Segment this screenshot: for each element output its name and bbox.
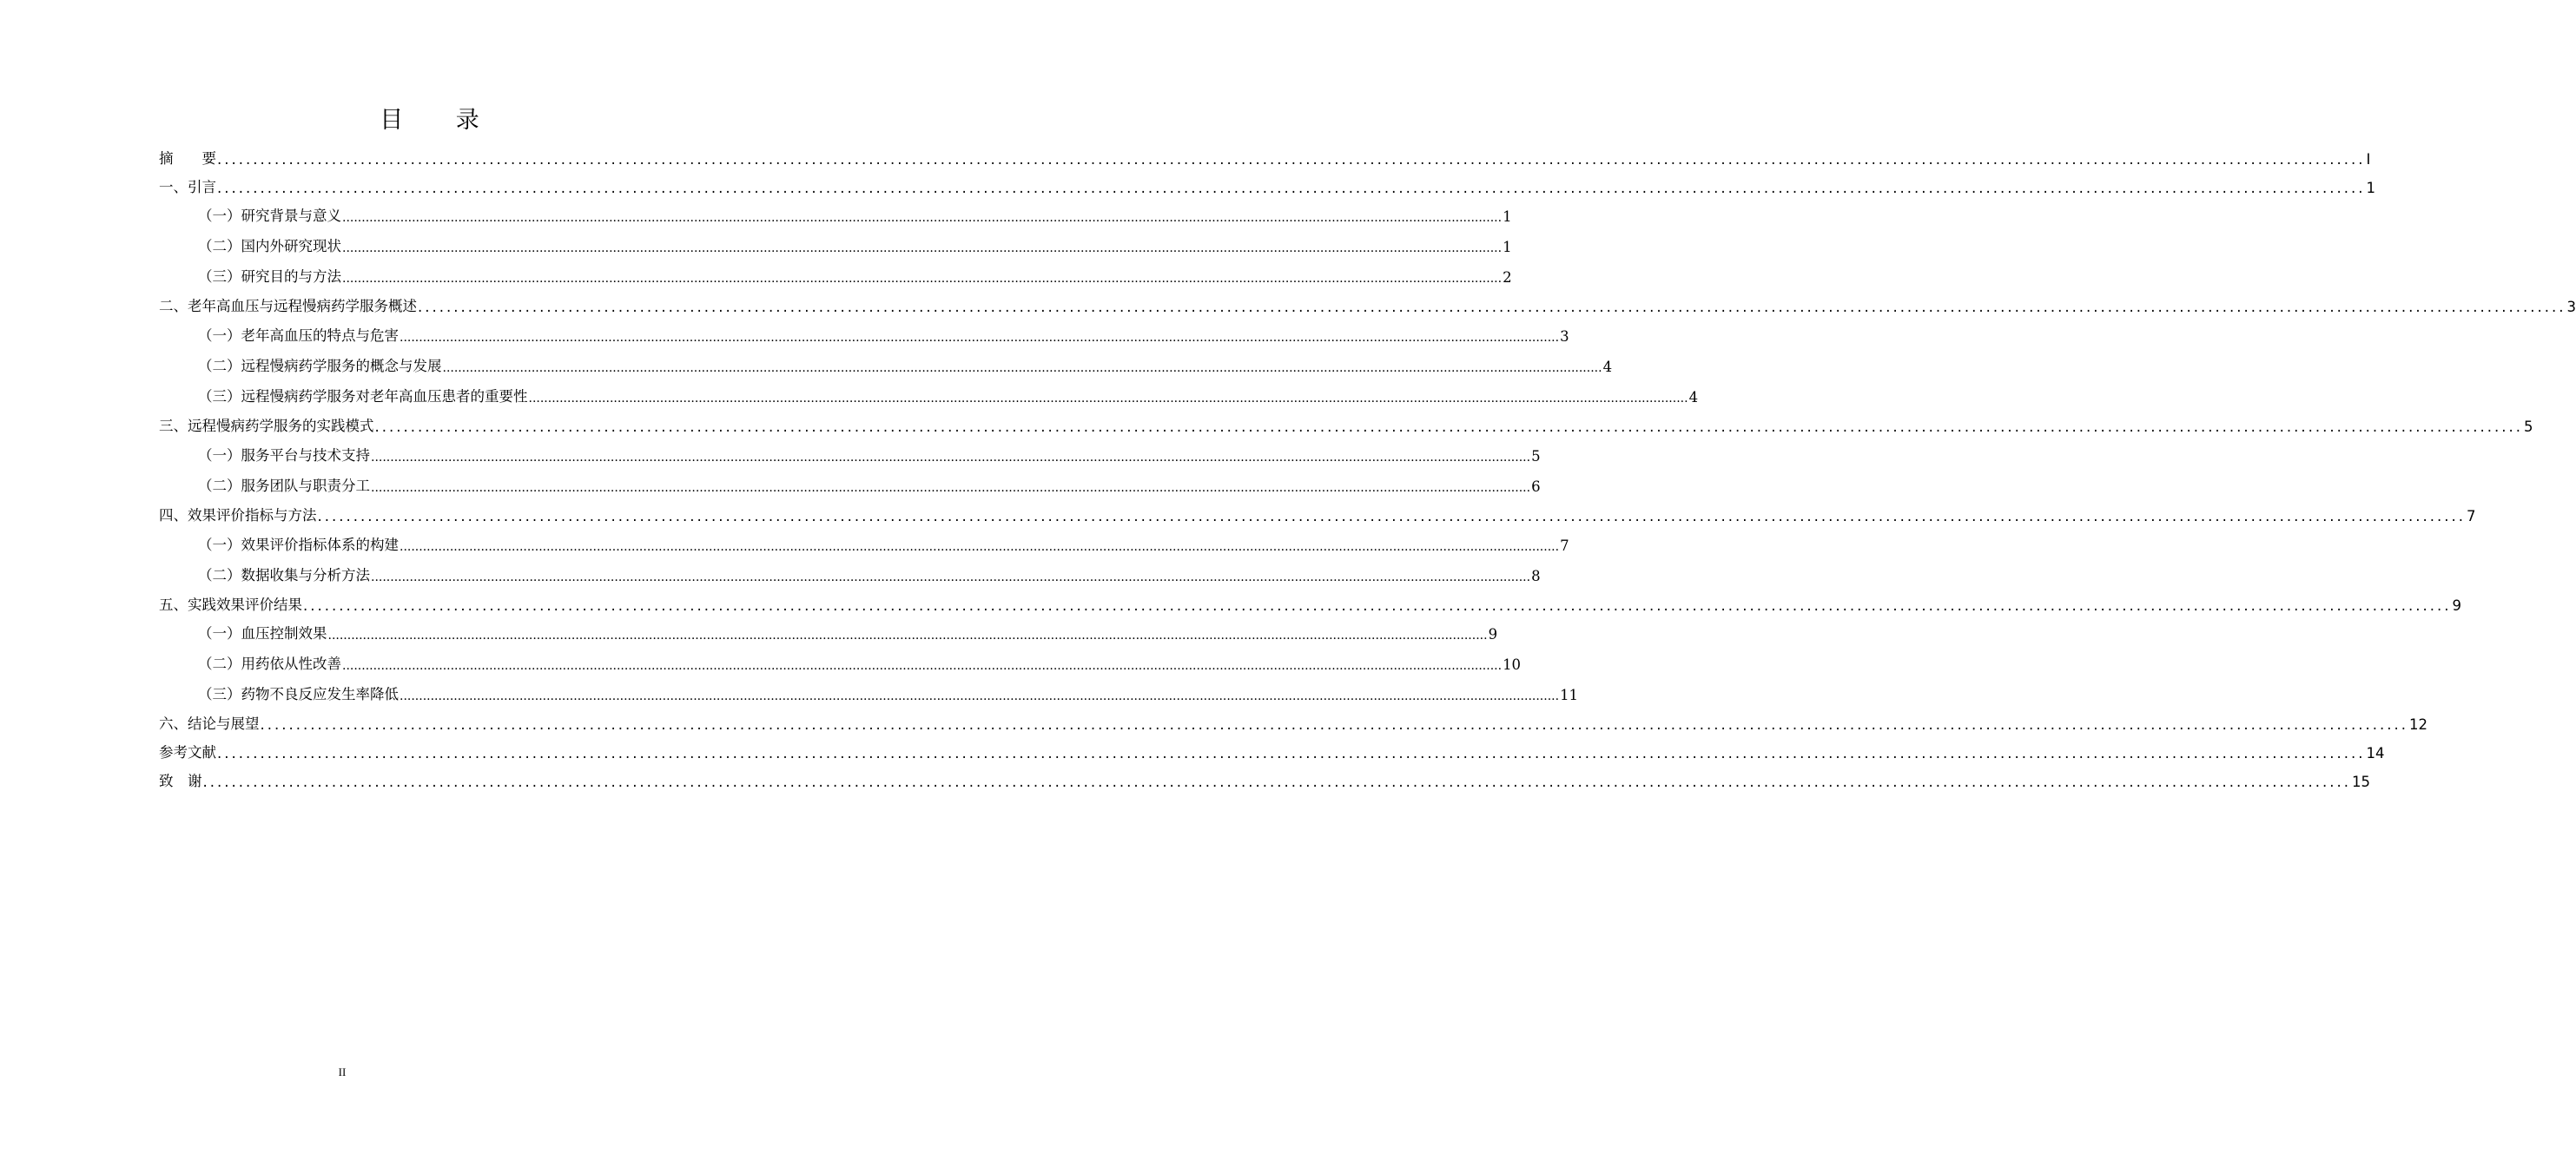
toc-entry[interactable] [159, 677, 1579, 703]
toc-entry-page: 8 [1531, 568, 1541, 584]
toc-entry-page: 14 [2366, 745, 2385, 762]
toc-entry-page: 7 [2466, 508, 2476, 524]
toc-entry[interactable] [159, 199, 1512, 225]
toc-entry-label: 五、实践效果评价结果 [159, 593, 302, 614]
toc-entry[interactable] [159, 319, 1569, 345]
toc-entry-page: 9 [1488, 626, 1498, 643]
toc-entry-page: I [2366, 151, 2371, 168]
dot-leader: ............................................................................................................................................................................................................................................................................................................ [317, 508, 2466, 524]
dot-leader: ............................................................................................................................................................................................................................................................................................................ [217, 151, 2366, 168]
toc-entry-label: 六、结论与展望 [159, 712, 260, 733]
dot-leader: ............................................................................................................................................................................................................................................................................................................ [327, 629, 1488, 643]
toc-entry[interactable] [159, 588, 2461, 614]
toc-entry-page: 1 [2366, 180, 2375, 196]
toc-entry[interactable] [159, 764, 2370, 790]
toc-entry-label: （一）老年高血压的特点与危害 [198, 324, 399, 345]
toc-entry[interactable] [159, 409, 2533, 435]
toc-entry[interactable] [159, 616, 1498, 643]
toc-entry-page: 15 [2351, 774, 2370, 790]
toc-entry-label: 一、引言 [159, 175, 216, 196]
toc-entry[interactable] [159, 438, 1541, 465]
dot-leader: ............................................................................................................................................................................................................................................................................................................ [342, 241, 1503, 255]
toc-entry-page: 10 [1503, 656, 1522, 673]
dot-leader: ............................................................................................................................................................................................................................................................................................................ [374, 419, 2523, 435]
toc-entry-label: 摘 要 [159, 147, 216, 168]
toc-entry-page: 2 [1503, 269, 1512, 286]
toc-entry-label: （二）用药依从性改善 [198, 652, 341, 673]
toc-entry-label: 致 谢 [159, 769, 202, 790]
dot-leader: ............................................................................................................................................................................................................................................................................................................ [418, 299, 2566, 315]
toc-entry-label: 参考文献 [159, 741, 216, 762]
toc-entry-page: 3 [1560, 328, 1569, 345]
toc-entry[interactable] [159, 289, 2576, 315]
dot-leader: ............................................................................................................................................................................................................................................................................................................ [217, 745, 2366, 762]
toc-entry-page: 7 [1560, 537, 1569, 554]
toc-entry[interactable] [159, 229, 1512, 255]
toc-entry[interactable] [159, 469, 1541, 495]
dot-leader: ............................................................................................................................................................................................................................................................................................................ [442, 361, 1602, 375]
dot-leader: ............................................................................................................................................................................................................................................................................................................ [342, 211, 1503, 225]
toc-entry[interactable] [159, 498, 2476, 524]
toc-entry-page: 4 [1688, 389, 1699, 405]
toc-entry[interactable] [159, 349, 1613, 375]
dot-leader: ............................................................................................................................................................................................................................................................................................................ [303, 597, 2452, 614]
dot-leader: ............................................................................................................................................................................................................................................................................................................ [528, 392, 1688, 405]
toc-entry-page: 1 [1503, 208, 1512, 225]
toc-entry-page: 4 [1602, 359, 1613, 375]
toc-entry[interactable] [159, 142, 2371, 168]
toc-entry[interactable] [159, 260, 1512, 286]
dot-leader: ............................................................................................................................................................................................................................................................................................................ [371, 481, 1531, 495]
dot-leader: ............................................................................................................................................................................................................................................................................................................ [342, 272, 1503, 286]
dot-leader: ............................................................................................................................................................................................................................................................................................................ [400, 540, 1560, 554]
toc-entry[interactable] [159, 379, 1699, 405]
toc-entry-page: 1 [1503, 239, 1512, 255]
toc-entry[interactable] [159, 647, 1522, 673]
toc-entry[interactable] [159, 707, 2427, 733]
toc-entry[interactable] [159, 528, 1569, 554]
toc-entry[interactable] [159, 170, 2375, 196]
toc-entry-label: （一）研究背景与意义 [198, 204, 341, 225]
toc-entry-label: （二）服务团队与职责分工 [198, 474, 370, 495]
dot-leader: ............................................................................................................................................................................................................................................................................................................ [202, 774, 2351, 790]
title-text: 目 录 [380, 107, 480, 134]
toc-entry-page: 6 [1531, 478, 1541, 495]
toc-entry[interactable] [159, 558, 1541, 584]
toc-entry-label: （二）远程慢病药学服务的概念与发展 [198, 354, 442, 375]
toc-entry-label: （二）数据收集与分析方法 [198, 564, 370, 584]
toc-entry-page: 5 [2523, 419, 2533, 435]
toc-entry-page: 3 [2566, 299, 2576, 315]
dot-leader: ............................................................................................................................................................................................................................................................................................................ [400, 331, 1560, 345]
page-title [0, 101, 860, 135]
toc-entry-label: （三）研究目的与方法 [198, 265, 341, 286]
toc-entry-label: 四、效果评价指标与方法 [159, 504, 317, 524]
toc-entry-label: （一）血压控制效果 [198, 622, 327, 643]
toc-entry-page: 11 [1560, 687, 1579, 703]
toc-entry-label: 二、老年高血压与远程慢病药学服务概述 [159, 294, 417, 315]
dot-leader: ............................................................................................................................................................................................................................................................................................................ [400, 689, 1560, 703]
toc-entry-label: （三）药物不良反应发生率降低 [198, 682, 399, 703]
page-number: II [338, 1065, 347, 1078]
toc-entry-label: （二）国内外研究现状 [198, 234, 341, 255]
dot-leader: ............................................................................................................................................................................................................................................................................................................ [342, 659, 1503, 673]
toc-entry-label: 三、远程慢病药学服务的实践模式 [159, 414, 374, 435]
dot-leader: ............................................................................................................................................................................................................................................................................................................ [217, 180, 2366, 196]
toc-entry-label: （一）服务平台与技术支持 [198, 444, 370, 465]
toc-entry-page: 9 [2452, 597, 2461, 614]
dot-leader: ............................................................................................................................................................................................................................................................................................................ [260, 716, 2408, 733]
toc-entry-page: 12 [2408, 716, 2427, 733]
toc-entry[interactable] [159, 735, 2385, 762]
toc-entry-label: （三）远程慢病药学服务对老年高血压患者的重要性 [198, 385, 528, 405]
dot-leader: ............................................................................................................................................................................................................................................................................................................ [371, 451, 1531, 465]
dot-leader: ............................................................................................................................................................................................................................................................................................................ [371, 570, 1531, 584]
toc-entry-label: （一）效果评价指标体系的构建 [198, 533, 399, 554]
toc-entry-page: 5 [1531, 448, 1541, 465]
